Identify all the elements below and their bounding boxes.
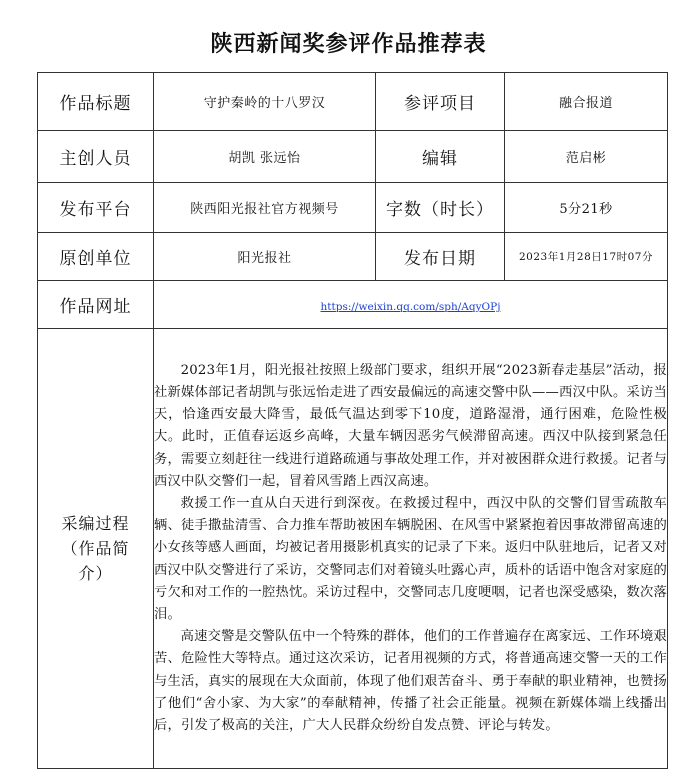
creators-value: 胡凯 张远怡 <box>154 131 376 183</box>
intro-label-cell <box>38 329 154 769</box>
work-title-label: 作品标题 <box>38 73 154 131</box>
length-label: 字数（时长） <box>376 183 505 233</box>
platform-value: 陕西阳光报社官方视频号 <box>154 183 376 233</box>
url-cell <box>154 281 668 329</box>
table-row <box>38 183 668 233</box>
table-row <box>38 233 668 281</box>
length-value: 5分21秒 <box>505 183 668 233</box>
recommendation-form-table <box>37 72 668 769</box>
table-row <box>38 131 668 183</box>
intro-label-line: （作品简 <box>61 539 130 558</box>
intro-paragraph: 高速交警是交警队伍中一个特殊的群体，他们的工作普遍存在离家远、工作环境艰苦、危险性大等特点。通过这次采访，记者用视频的方式，将普通高速交警一天的工作与生活，真实的展现在大众面前，体现了他们艰苦奋斗、勇于奉献的职业精神，也赞扬了他们“舍小家、为大家”的奉献精神，传播了社会正能量。视频在新媒体端上线播出后，引发了极高的关注，广大人民群众纷纷自发点赞、评论与转发。 <box>154 629 667 734</box>
intro-paragraph: 救援工作一直从白天进行到深夜。在救援过程中，西汉中队的交警们冒雪疏散车辆、徒手撒盐清雪、合力推车帮助被困车辆脱困、在风雪中紧紧抱着因事故滞留高速的小女孩等感人画面，均被记者用摄影机真实的记录了下来。返归中队驻地后，记者又对西汉中队交警进行了采访，交警同志们对着镜头吐露心声，质朴的话语中饱含对家庭的亏欠和对工作的一腔热忱。采访过程中，交警同志几度哽咽，记者也深受感染，数次落泪。 <box>154 495 667 622</box>
unit-value: 阳光报社 <box>154 233 376 281</box>
date-label: 发布日期 <box>376 233 505 281</box>
table-row <box>38 73 668 131</box>
date-value: 2023年1月28日17时07分 <box>505 233 668 281</box>
page-title: 陕西新闻奖参评作品推荐表 <box>210 32 487 57</box>
editor-label: 编辑 <box>376 131 505 183</box>
intro-paragraph: 2023年1月，阳光报社按照上级部门要求，组织开展“2023新春走基层”活动，报社新媒体部记者胡凯与张远怡走进了西安最偏远的高速交警中队——西汉中队。采访当天，恰逢西安最大降雪，最低气温达到零下10度，道路湿滑，通行困难，危险性极大。此时，正值春运返乡高峰，大量车辆因恶劣气候滞留高速。西汉中队接到紧急任务，需要立刻赶往一线进行道路疏通与事故处理工作，并对被困群众进行救援。记者与西汉中队交警们一起，冒着风雪踏上西汉高速。 <box>154 362 667 489</box>
work-url-link[interactable]: https://weixin.qq.com/sph/AqyOPj <box>320 301 501 313</box>
platform-label: 发布平台 <box>38 183 154 233</box>
intro-label-line: 采编过程 <box>61 514 130 533</box>
table-row <box>38 281 668 329</box>
creators-label: 主创人员 <box>38 131 154 183</box>
url-label: 作品网址 <box>38 281 154 329</box>
category-label: 参评项目 <box>376 73 505 131</box>
table-row <box>38 329 668 769</box>
intro-label-line: 介） <box>78 564 113 583</box>
unit-label: 原创单位 <box>38 233 154 281</box>
editor-value: 范启彬 <box>505 131 668 183</box>
category-value: 融合报道 <box>505 73 668 131</box>
work-title-value: 守护秦岭的十八罗汉 <box>154 73 376 131</box>
intro-body-cell <box>154 329 668 769</box>
